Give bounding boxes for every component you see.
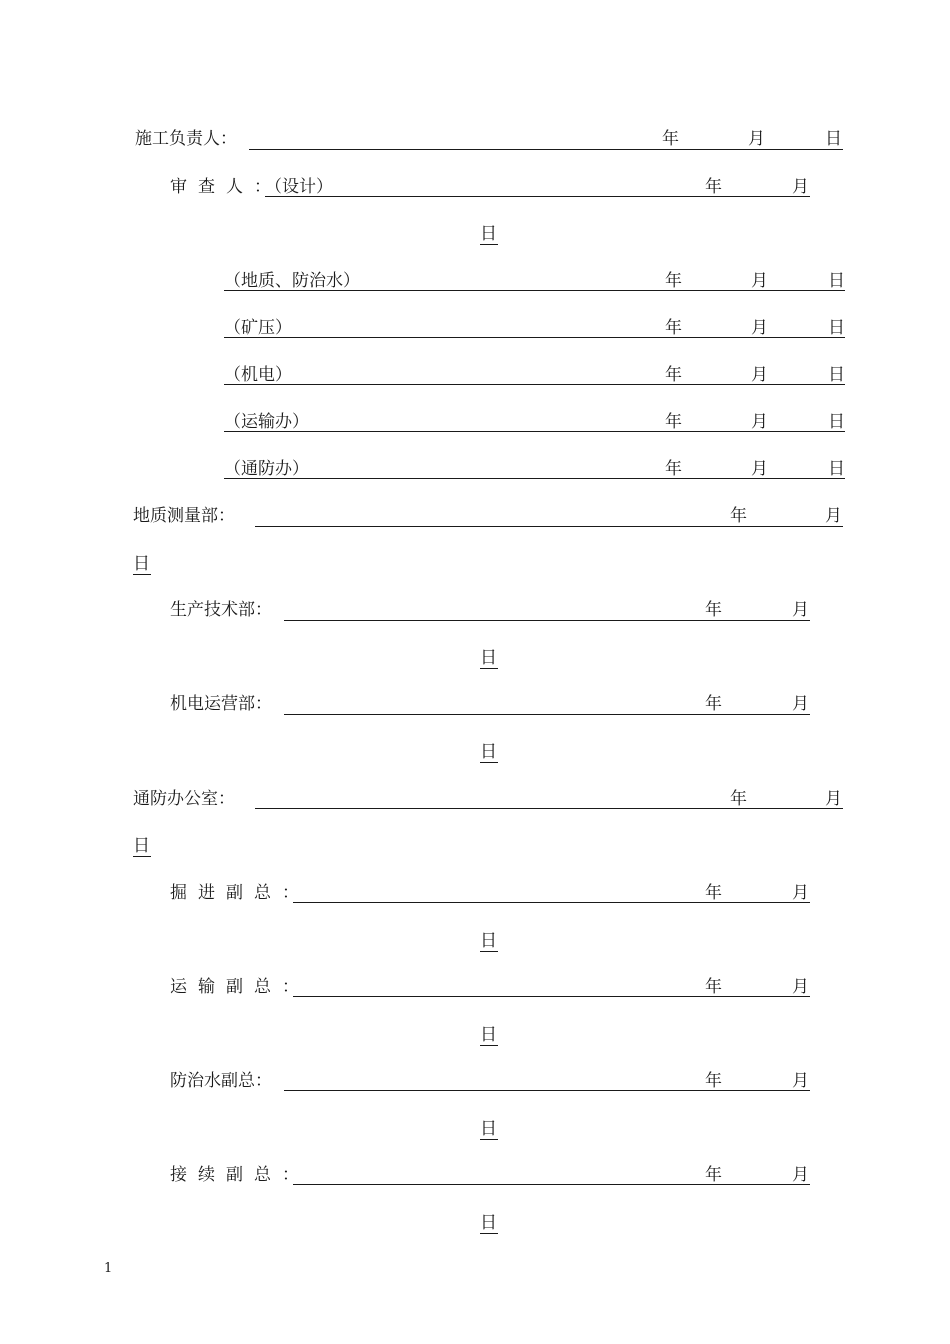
year-label: 年 (705, 1071, 722, 1091)
day-label: 日 (828, 459, 845, 479)
day-label: 日 (828, 271, 845, 291)
month-label: 月 (792, 1071, 809, 1091)
day-label: 日 (828, 365, 845, 385)
year-label: 年 (705, 694, 722, 714)
month-label: 月 (792, 177, 809, 197)
year-label: 年 (665, 412, 682, 432)
month-label: 月 (751, 412, 768, 432)
day-underline (480, 1045, 498, 1046)
year-label: 年 (662, 129, 679, 149)
water-control-deputy-label: 防治水副总： (170, 1071, 272, 1091)
geo-survey-dept-label: 地质测量部： (133, 506, 235, 526)
day-underline (480, 1139, 498, 1140)
day-underline (133, 856, 151, 857)
day-underline (480, 244, 498, 245)
month-label: 月 (825, 506, 842, 526)
year-label: 年 (665, 459, 682, 479)
ventilation-office-room-label: 通防办公室： (133, 789, 235, 809)
year-label: 年 (665, 318, 682, 338)
day-label: 日 (480, 224, 497, 244)
connection-deputy-label: 接续副总： (170, 1165, 310, 1185)
year-label: 年 (705, 1165, 722, 1185)
day-label: 日 (480, 931, 497, 951)
day-label: 日 (480, 742, 497, 762)
year-label: 年 (705, 977, 722, 997)
year-label: 年 (705, 177, 722, 197)
construction-lead-signature-line (249, 149, 843, 150)
day-underline (480, 1233, 498, 1234)
month-label: 月 (792, 694, 809, 714)
day-label: 日 (480, 1119, 497, 1139)
mine-pressure-label: （矿压） (224, 318, 292, 338)
month-label: 月 (751, 271, 768, 291)
electromech-ops-dept-signature-line (284, 714, 810, 715)
month-label: 月 (748, 129, 765, 149)
month-label: 月 (751, 459, 768, 479)
day-underline (480, 668, 498, 669)
month-label: 月 (792, 883, 809, 903)
month-label: 月 (792, 977, 809, 997)
excavation-deputy-signature-line (293, 902, 810, 903)
construction-lead-label: 施工负责人： (135, 129, 237, 149)
geo-survey-dept-signature-line (255, 526, 843, 527)
year-label: 年 (705, 883, 722, 903)
production-tech-dept-label: 生产技术部： (170, 600, 272, 620)
transport-deputy-signature-line (293, 996, 810, 997)
year-label: 年 (665, 271, 682, 291)
page-number: 1 (104, 1261, 113, 1276)
day-label: 日 (825, 129, 842, 149)
day-label: 日 (480, 1025, 497, 1045)
ventilation-office-room-signature-line (255, 808, 843, 809)
month-label: 月 (751, 318, 768, 338)
year-label: 年 (730, 506, 747, 526)
year-label: 年 (705, 600, 722, 620)
connection-deputy-signature-line (293, 1184, 810, 1185)
day-underline (480, 951, 498, 952)
excavation-deputy-label: 掘进副总： (170, 883, 310, 903)
transport-deputy-label: 运输副总： (170, 977, 310, 997)
reviewer-label: 审查人： (170, 177, 282, 197)
month-label: 月 (792, 1165, 809, 1185)
transport-office-label: （运输办） (224, 412, 309, 432)
production-tech-dept-signature-line (284, 620, 810, 621)
month-label: 月 (792, 600, 809, 620)
day-underline (480, 762, 498, 763)
day-label: 日 (480, 648, 497, 668)
day-label: 日 (133, 554, 150, 574)
day-label: 日 (133, 836, 150, 856)
month-label: 月 (751, 365, 768, 385)
day-label: 日 (480, 1213, 497, 1233)
month-label: 月 (825, 789, 842, 809)
geo-water-label: （地质、防治水） (224, 271, 360, 291)
ventilation-office-label: （通防办） (224, 459, 309, 479)
year-label: 年 (665, 365, 682, 385)
reviewer-design-label: （设计） (265, 177, 333, 197)
reviewer-design-signature-line (265, 196, 810, 197)
year-label: 年 (730, 789, 747, 809)
electromech-label: （机电） (224, 365, 292, 385)
day-label: 日 (828, 412, 845, 432)
electromech-ops-dept-label: 机电运营部： (170, 694, 272, 714)
water-control-deputy-signature-line (284, 1090, 810, 1091)
day-underline (133, 574, 151, 575)
day-label: 日 (828, 318, 845, 338)
